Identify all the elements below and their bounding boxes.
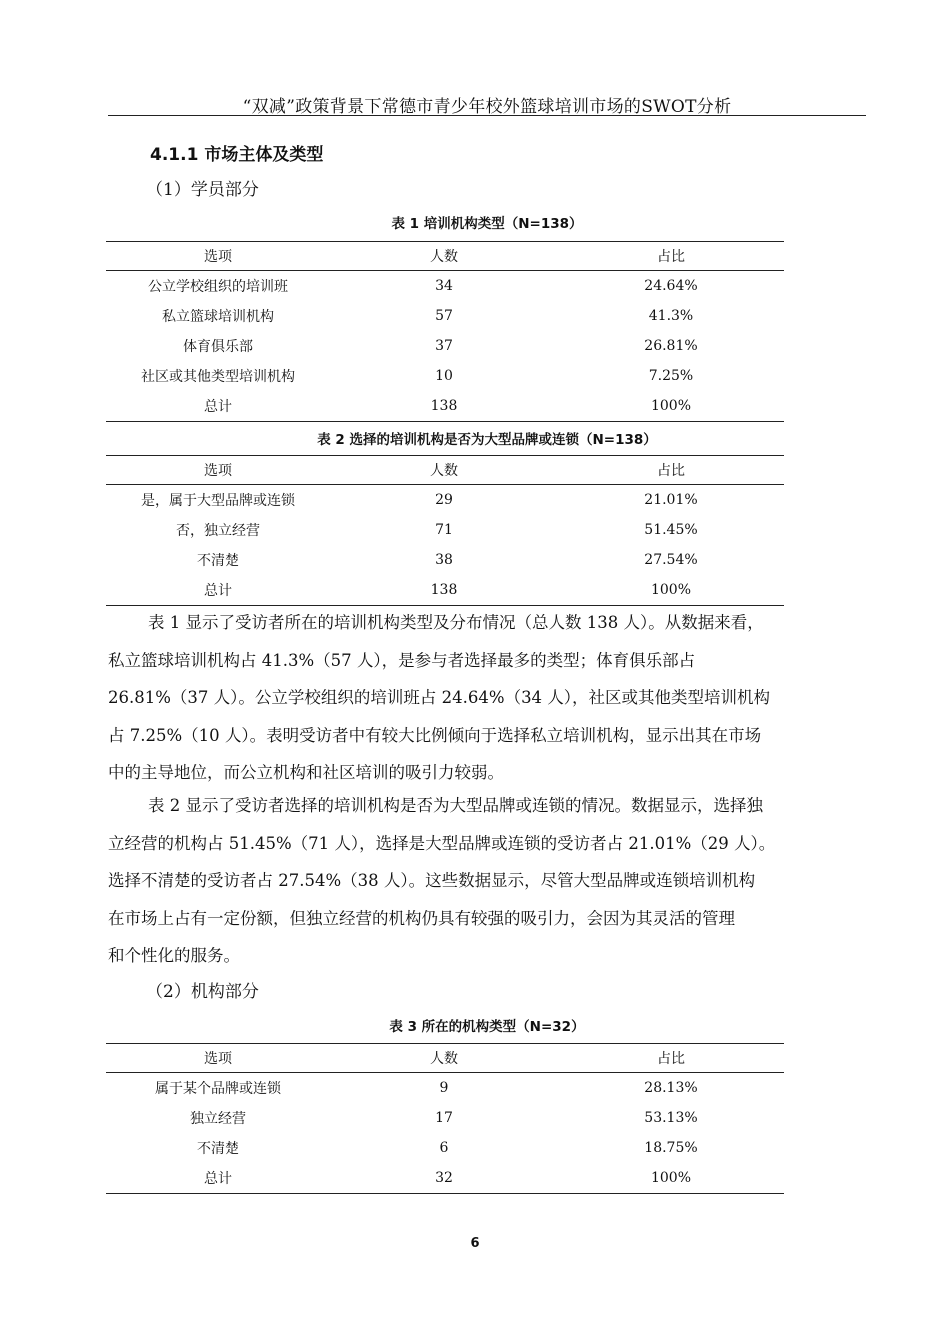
cell-percent: 24.64% [644,278,698,294]
cell-count: 57 [435,308,453,324]
cell-count: 9 [439,1080,449,1096]
paragraph-table-1-analysis [108,604,866,792]
column-header-count: 人数 [330,456,558,485]
cell-count: 34 [435,278,453,294]
paragraph-line: 表 1 显示了受访者所在的培训机构类型及分布情况（总人数 138 人）。从数据来看， [148,613,764,632]
table-header-row [106,1044,784,1073]
subsection-students: （1）学员部分 [146,180,259,200]
cell-option: 否，独立经营 [176,523,260,539]
paragraph-line: 中的主导地位，而公立机构和社区培训的吸引力较弱。 [108,763,504,782]
cell-count: 37 [435,338,453,354]
column-header-option: 选项 [106,1044,330,1073]
paragraph-line: 立经营的机构占 51.45%（71 人），选择是大型品牌或连锁的受访者占 21.01%（29 人）。 [108,833,776,853]
section-heading: 4.1.1 市场主体及类型 [150,145,324,165]
table-row [106,1073,784,1104]
cell-percent: 27.54% [644,552,698,568]
table-row [106,331,784,361]
paragraph-line: 和个性化的服务。 [108,946,240,965]
cell-count: 10 [435,368,453,384]
cell-option: 独立经营 [190,1111,246,1127]
table-row [106,1103,784,1133]
cell-percent: 7.25% [648,368,694,384]
cell-count: 38 [435,552,453,568]
cell-count: 17 [435,1110,453,1126]
cell-count: 138 [330,575,558,606]
paragraph-line: 选择不清楚的受访者占 27.54%（38 人）。这些数据显示，尽管大型品牌或连锁培训机构 [108,871,756,890]
table-row [106,515,784,545]
cell-percent: 18.75% [644,1140,698,1156]
subsection-institutions: （2）机构部分 [146,982,259,1002]
cell-count: 32 [330,1163,558,1194]
running-header: “双减”政策背景下常德市青少年校外篮球培训市场的SWOT分析 [242,97,732,117]
cell-percent: 21.01% [644,492,698,508]
paragraph-line: 在市场上占有一定份额，但独立经营的机构仍具有较强的吸引力，会因为其灵活的管理 [108,908,735,928]
table-total-row [106,575,784,606]
table-1 [106,241,784,422]
cell-percent: 100% [558,391,784,422]
table-header-row [106,242,784,271]
cell-percent: 41.3% [648,308,694,324]
table-row [106,1133,784,1163]
paragraph-line: 26.81%（37 人）。公立学校组织的培训班占 24.64%（34 人），社区或其他类型培训机构 [108,688,771,707]
table-row [106,301,784,331]
table-row [106,271,784,302]
cell-option: 总计 [106,391,330,422]
cell-count: 6 [439,1140,449,1156]
paragraph-line: 表 2 显示了受访者选择的培训机构是否为大型品牌或连锁的情况。数据显示，选择独 [148,796,763,815]
table-3-caption: 表 3 所在的机构类型（N=32） [389,1019,585,1035]
table-2-caption: 表 2 选择的培训机构是否为大型品牌或连锁（N=138） [317,432,657,448]
table-total-row [106,1163,784,1194]
cell-count: 71 [435,522,453,538]
column-header-percent: 占比 [558,456,784,485]
cell-option: 属于某个品牌或连锁 [155,1081,281,1097]
column-header-percent: 占比 [558,1044,784,1073]
cell-percent: 100% [558,1163,784,1194]
table-row [106,545,784,575]
table-total-row [106,391,784,422]
paragraph-line: 私立篮球培训机构占 41.3%（57 人），是参与者选择最多的类型；体育俱乐部占 [108,650,696,670]
table-2 [106,455,784,606]
table-row [106,361,784,391]
table-row [106,485,784,516]
cell-option: 公立学校组织的培训班 [148,279,288,295]
header-rule [108,115,866,116]
cell-option: 总计 [106,575,330,606]
cell-option: 总计 [106,1163,330,1194]
cell-option: 体育俱乐部 [183,339,253,355]
paragraph-table-2-analysis [108,787,866,975]
column-header-percent: 占比 [558,242,784,271]
cell-percent: 100% [558,575,784,606]
cell-percent: 51.45% [644,522,698,538]
cell-percent: 28.13% [644,1080,698,1096]
column-header-option: 选项 [106,242,330,271]
column-header-count: 人数 [330,242,558,271]
page-number: 6 [470,1236,480,1251]
paragraph-line: 占 7.25%（10 人）。表明受访者中有较大比例倾向于选择私立培训机构，显示出其在市场 [108,725,762,745]
column-header-option: 选项 [106,456,330,485]
table-header-row [106,456,784,485]
cell-option: 是，属于大型品牌或连锁 [141,493,295,509]
cell-option: 私立篮球培训机构 [162,309,274,325]
table-1-caption: 表 1 培训机构类型（N=138） [391,216,583,232]
cell-count: 29 [435,492,453,508]
cell-count: 138 [330,391,558,422]
cell-percent: 26.81% [644,338,698,354]
cell-option: 社区或其他类型培训机构 [141,369,295,385]
cell-percent: 53.13% [644,1110,698,1126]
cell-option: 不清楚 [197,553,239,569]
table-3 [106,1043,784,1194]
cell-option: 不清楚 [197,1141,239,1157]
column-header-count: 人数 [330,1044,558,1073]
